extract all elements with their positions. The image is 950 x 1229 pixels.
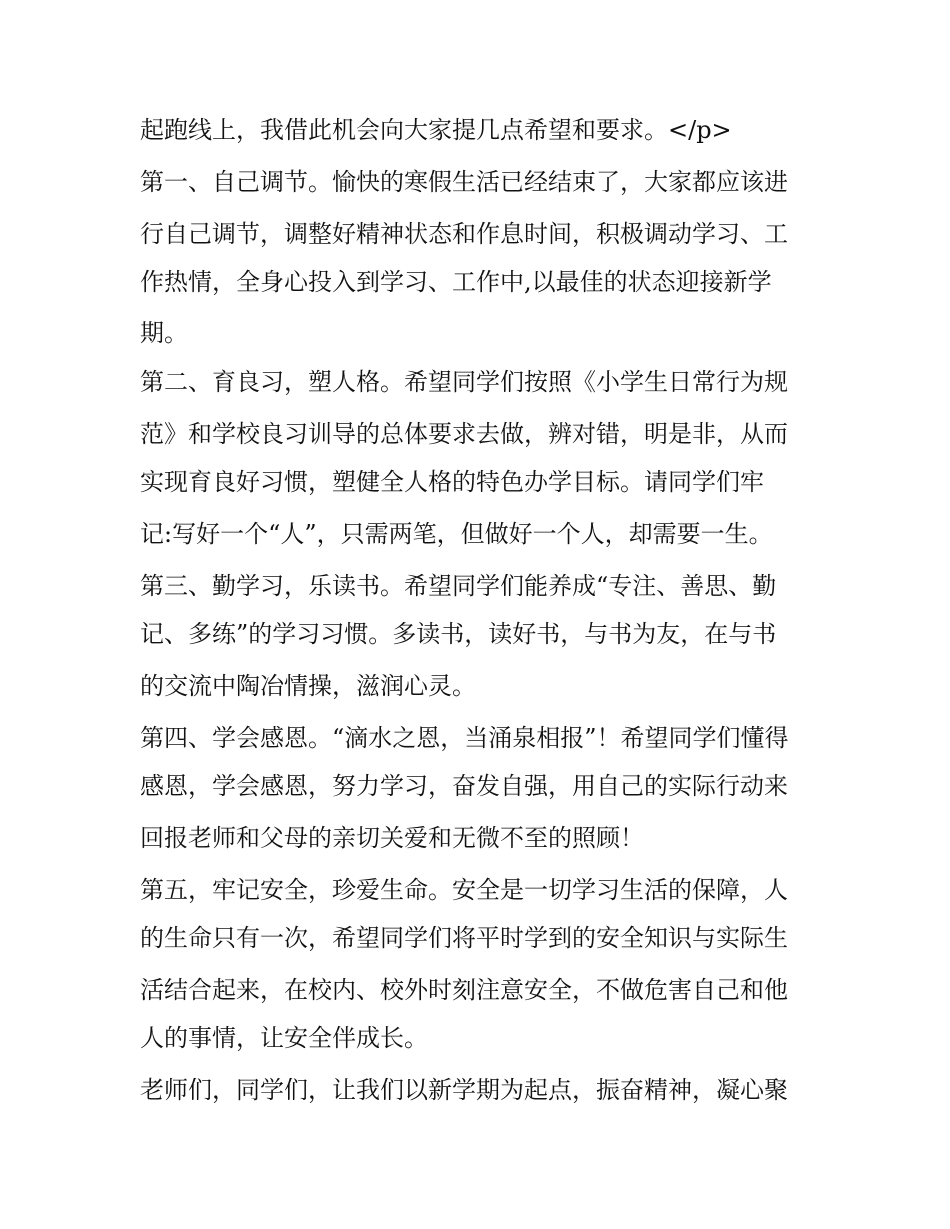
text-line: 期。 <box>140 319 188 347</box>
text-line: 记:写好一个“人”，只需两笔，但做好一个人，却需要一生。 <box>140 520 773 548</box>
text-line: 第五，牢记安全，珍爱生命。安全是一切学习生活的保障，人 <box>140 876 788 904</box>
text-line: 第二、育良习，塑人格。希望同学们按照《小学生日常行为规 <box>140 368 788 396</box>
text-line: 第四、学会感恩。“滴水之恩，当涌泉相报”！希望同学们懂得 <box>140 724 789 752</box>
text-line: 第一、自己调节。愉快的寒假生活已经结束了，大家都应该进 <box>140 168 788 196</box>
text-line: 人的事情，让安全伴成长。 <box>140 1024 428 1052</box>
text-line: 活结合起来，在校内、校外时刻注意安全，不做危害自己和他 <box>140 976 788 1004</box>
text-line: 作热情，全身心投入到学习、工作中,以最佳的状态迎接新学 <box>140 268 772 296</box>
text-line: 记、多练”的学习习惯。多读书，读好书，与书为友，在与书 <box>140 620 777 648</box>
text-line: 感恩，学会感恩，努力学习，奋发自强，用自己的实际行动来 <box>140 772 788 800</box>
text-line: 行自己调节，调整好精神状态和作息时间，积极调动学习、工 <box>140 220 788 248</box>
text-line: 第三、勤学习，乐读书。希望同学们能养成“专注、善思、勤 <box>140 572 777 600</box>
text-line: 回报老师和父母的亲切关爱和无微不至的照顾！ <box>140 824 644 852</box>
text-line: 老师们，同学们，让我们以新学期为起点，振奋精神，凝心聚 <box>140 1076 788 1104</box>
text-line: 的交流中陶冶情操，滋润心灵。 <box>140 672 476 700</box>
text-line: 范》和学校良习训导的总体要求去做，辨对错，明是非，从而 <box>140 420 788 448</box>
text-line: 起跑线上，我借此机会向大家提几点希望和要求。</p> <box>140 116 732 144</box>
text-line: 实现育良好习惯，塑健全人格的特色办学目标。请同学们牢 <box>140 468 764 496</box>
text-line: 的生命只有一次，希望同学们将平时学到的安全知识与实际生 <box>140 924 788 952</box>
